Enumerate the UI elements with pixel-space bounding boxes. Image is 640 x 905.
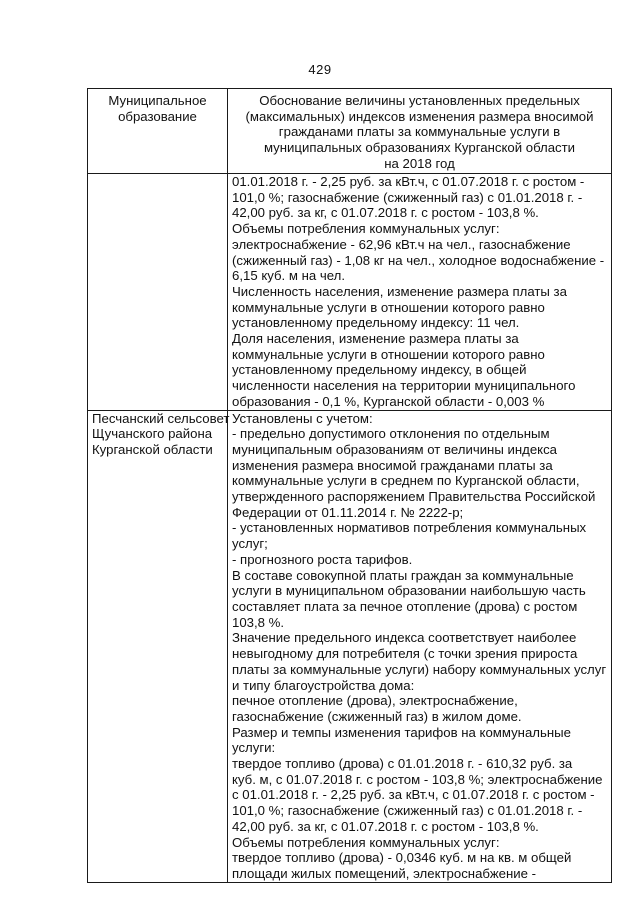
text-line: Доля населения, изменение размера платы за [232, 331, 519, 347]
text-line: составляет плата за печное отопление (дрова) с ростом [232, 598, 578, 614]
text-line: электроснабжение - 62,96 кВт.ч на чел., газоснабжение [232, 236, 571, 252]
table-header-row [88, 89, 612, 174]
text-line: установленному предельному индексу, в общей [232, 362, 527, 378]
header-municipality [88, 89, 228, 174]
text-line: 101,0 %; газоснабжение (сжиженный газ) с 01.01.2018 г. - [232, 803, 583, 819]
text-line: печное отопление (дрова), электроснабжение, [232, 693, 518, 709]
text-line: твердое топливо (дрова) с 01.01.2018 г. - 610,32 руб. за [232, 756, 573, 772]
text-line: 6,15 куб. м на чел. [232, 268, 346, 284]
text-line: Размер и темпы изменения тарифов на коммунальные [232, 724, 571, 740]
header-justification-line: на 2018 год [384, 155, 455, 171]
text-line: с 01.01.2018 г. - 2,25 руб. за кВт.ч, с 01.07.2018 г. с ростом - [232, 787, 595, 803]
text-line: изменения размера вносимой гражданами платы за [232, 457, 553, 473]
text-line: коммунальные услуги в отношении которого равно [232, 299, 545, 315]
header-justification [228, 89, 612, 174]
text-line: 42,00 руб. за кг, с 01.07.2018 г. с ростом - 103,8 %. [232, 818, 539, 834]
text-line: Значение предельного индекса соответствует наиболее [232, 630, 577, 646]
table-row [88, 174, 612, 411]
justification-cell [228, 174, 612, 411]
text-line: услуг; [232, 536, 268, 552]
text-line: невыгодному для потребителя (с точки зрения прироста [232, 646, 578, 662]
text-line: 01.01.2018 г. - 2,25 руб. за кВт.ч, с 01.07.2018 г. с ростом - [232, 174, 585, 189]
text-line: - прогнозного роста тарифов. [232, 551, 413, 567]
text-line: газоснабжение (сжиженный газ) в жилом доме. [232, 708, 522, 724]
text-line: площади жилых помещений, электроснабжение - [232, 865, 537, 881]
text-line: твердое топливо (дрова) - 0,0346 куб. м на кв. м общей [232, 850, 572, 866]
municipality-line: Курганской области [92, 441, 213, 457]
municipality-line: Щучанского района [92, 426, 213, 442]
header-justification-line: гражданами платы за коммунальные услуги в [278, 124, 561, 140]
municipality-line: Песчанский сельсовет [92, 410, 230, 426]
header-justification-line: (максимальных) индексов изменения размера вносимой [245, 108, 594, 124]
header-justification-line: муниципальных образованиях Курганской области [263, 140, 576, 156]
text-line: 42,00 руб. за кг, с 01.07.2018 г. с ростом - 103,8 %. [232, 205, 539, 221]
text-line: услуги в муниципальном образовании наибольшую часть [232, 583, 586, 599]
text-line: 103,8 %. [232, 614, 285, 630]
text-line: коммунальные услуги в среднем по Курганской области, [232, 473, 580, 489]
text-line: 101,0 %; газоснабжение (сжиженный газ) с 01.01.2018 г. - [232, 189, 583, 205]
text-line: образования - 0,1 %, Курганской области - 0,003 % [232, 393, 545, 409]
header-justification-line: Обоснование величины установленных предельных [259, 93, 580, 108]
text-line: платы за коммунальные услуги) набору коммунальных услуг [232, 661, 607, 677]
header-municipality-line: Муниципальное [108, 93, 207, 108]
text-line: муниципальным образованиям от величины индекса [232, 441, 558, 457]
text-line: Установлены с учетом: [232, 410, 373, 426]
text-line: коммунальные услуги в отношении которого равно [232, 346, 545, 362]
text-line: утвержденного распоряжением Правительства Российской [232, 489, 596, 505]
text-line: Федерации от 01.11.2014 г. № 2222-р; [232, 504, 464, 520]
text-line: Объемы потребления коммунальных услуг: [232, 834, 500, 850]
text-line: и типу благоустройства дома: [232, 677, 415, 693]
text-line: численности населения на территории муниципального [232, 378, 576, 394]
text-line: - установленных нормативов потребления коммунальных [232, 520, 587, 536]
text-line: установленному предельному индексу: 11 чел. [232, 315, 520, 331]
header-municipality-line: образование [118, 108, 197, 124]
text-line: В составе совокупной платы граждан за коммунальные [232, 567, 574, 583]
text-line: - предельно допустимого отклонения по отдельным [232, 426, 550, 442]
text-line: (сжиженный газ) - 1,08 кг на чел., холодное водоснабжение - [232, 252, 605, 268]
table-row [88, 410, 612, 882]
municipality-cell [88, 174, 228, 411]
municipality-cell [88, 410, 228, 882]
text-line: Численность населения, изменение размера платы за [232, 283, 567, 299]
tariff-table [87, 88, 612, 883]
justification-cell [228, 410, 612, 882]
page-number: 429 [308, 62, 332, 77]
text-line: куб. м, с 01.07.2018 г. с ростом - 103,8 %; электроснабжение [232, 771, 603, 787]
text-line: услуги: [232, 740, 276, 756]
text-line: Объемы потребления коммунальных услуг: [232, 221, 500, 237]
